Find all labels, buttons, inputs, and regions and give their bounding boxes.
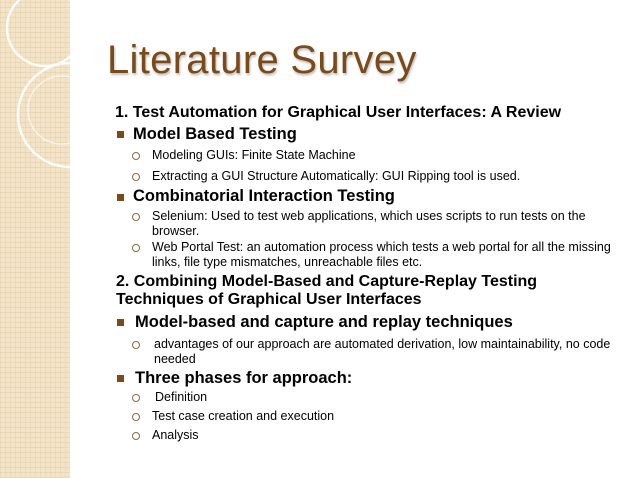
list-item: advantages of our approach are automated derivation, low maintainability, no code needed — [154, 337, 611, 366]
decorative-sidebar — [0, 0, 70, 478]
sub-bullet-icon — [132, 432, 140, 440]
sub-bullet-icon — [132, 394, 140, 402]
list-item: Web Portal Test: an automation process which tests a web portal for all the missing links, file type mismatches, unreachable files etc. — [152, 240, 611, 269]
list-item: Combinatorial Interaction Testing — [133, 187, 395, 205]
list-item: Three phases for approach: — [135, 369, 353, 387]
list-item: Selenium: Used to test web applications, which uses scripts to run tests on the browser. — [152, 209, 586, 238]
list-item: Analysis — [152, 428, 199, 442]
list-item: Modeling GUIs: Finite State Machine — [152, 148, 356, 162]
bullet-icon — [117, 131, 124, 138]
sub-bullet-icon — [132, 341, 140, 349]
list-item: Test case creation and execution — [152, 409, 335, 423]
bullet-icon — [117, 319, 124, 326]
bullet-icon — [117, 194, 124, 201]
section-2-heading-line1: 2. Combining Model-Based and Capture-Replay Testing — [116, 273, 538, 290]
section-2-heading-line2: Techniques of Graphical User Interfaces — [116, 291, 422, 308]
list-item: Extracting a GUI Structure Automatically: GUI Ripping tool is used. — [152, 169, 521, 183]
section-1-heading: 1. Test Automation for Graphical User Interfaces: A Review — [115, 104, 562, 121]
sub-bullet-icon — [132, 152, 140, 160]
sub-bullet-icon — [132, 413, 140, 421]
slide-title: Literature Survey — [107, 38, 417, 82]
list-item: Model-based and capture and replay techniques — [135, 313, 513, 331]
sub-bullet-icon — [132, 244, 140, 252]
list-item: Definition — [155, 390, 208, 404]
bullet-icon — [117, 375, 124, 382]
decorative-circles — [0, 0, 70, 478]
sub-bullet-icon — [132, 213, 140, 221]
sub-bullet-icon — [132, 173, 140, 181]
list-item: Model Based Testing — [133, 125, 297, 143]
